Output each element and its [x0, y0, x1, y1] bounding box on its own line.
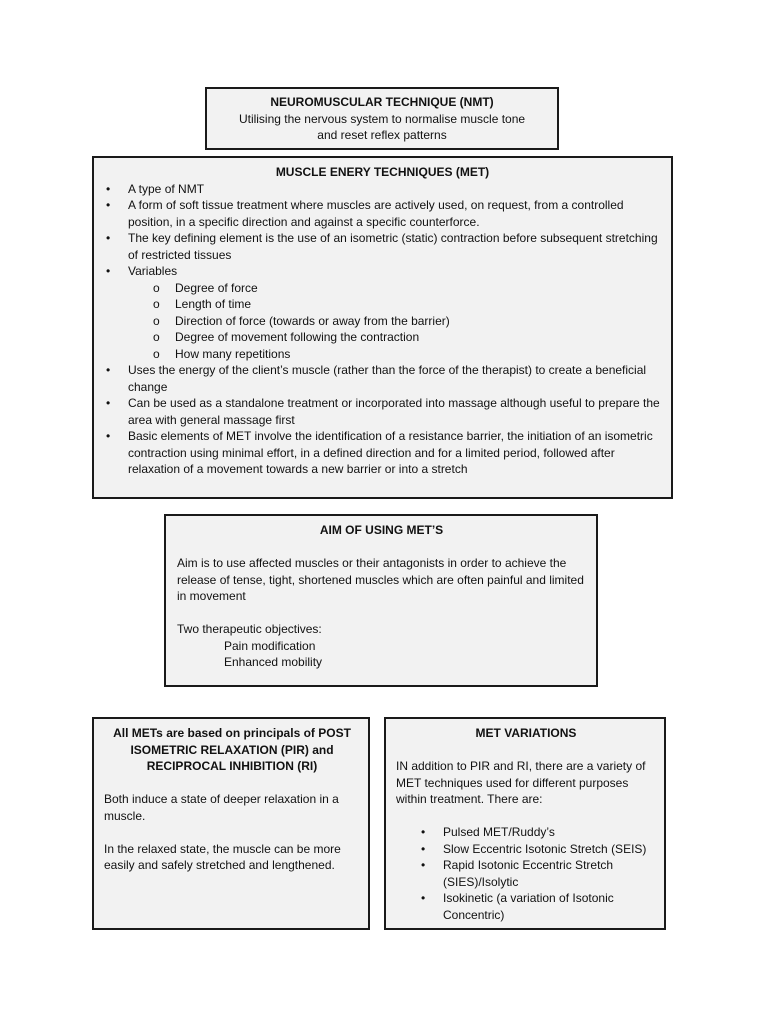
variable-item: o Length of time — [175, 296, 661, 313]
variation-item: • Slow Eccentric Isotonic Stretch (SEIS) — [443, 841, 656, 858]
variation-item: • Rapid Isotonic Eccentric Stretch (SIES)/Isolytic — [443, 857, 656, 890]
met-bullet-2: • A form of soft tissue treatment where muscles are actively used, on request, from a controlled position, in a specific direction and against a specific counterforce. — [128, 197, 661, 230]
met-box — [92, 156, 673, 499]
variation-item: • Pulsed MET/Ruddy’s — [443, 824, 656, 841]
met-bullet-3: • The key defining element is the use of an isometric (static) contraction before subsequent stretching of restricted tissues — [128, 230, 661, 263]
variable-item: o Degree of movement following the contraction — [175, 329, 661, 346]
aim-box — [164, 514, 598, 687]
variations-list — [443, 824, 656, 923]
nmt-line1: Utilising the nervous system to normalise muscle tone — [238, 111, 526, 126]
variations-title: MET VARIATIONS — [475, 726, 577, 740]
nmt-title: NEUROMUSCULAR TECHNIQUE (NMT) — [270, 95, 494, 109]
aim-title: AIM OF USING MET’S — [319, 523, 444, 537]
met-bullet-1: • A type of NMT — [128, 181, 661, 198]
nmt-box — [205, 87, 559, 150]
met-title: MUSCLE ENERY TECHNIQUES (MET) — [275, 165, 490, 179]
nmt-line2: and reset reflex patterns — [317, 128, 447, 142]
met-list — [128, 181, 661, 478]
variable-item: o Direction of force (towards or away from the barrier) — [175, 313, 661, 330]
variations-intro: IN addition to PIR and RI, there are a variety of MET techniques used for different purposes within treatment. There are: — [396, 759, 646, 806]
met-bullet-7: • Basic elements of MET involve the identification of a resistance barrier, the initiation of an isometric contraction using minimal effort, in a defined direction and for a limited period, followed after relaxation of a movement towards a new barrier or into a stretch — [128, 428, 661, 478]
aim-objectives-label: Two therapeutic objectives: — [177, 622, 322, 636]
aim-paragraph: Aim is to use affected muscles or their antagonists in order to achieve the release of tense, tight, shortened muscles which are often painful and limited in movement — [177, 556, 584, 603]
aim-objective-2: Enhanced mobility — [224, 655, 323, 669]
pir-paragraph-2: In the relaxed state, the muscle can be more easily and safely stretched and lengthened. — [104, 841, 341, 872]
met-bullet-6: • Can be used as a standalone treatment or incorporated into massage although useful to prepare the area with general massage first — [128, 395, 661, 428]
pir-title: All METs are based on principals of POST ISOMETRIC RELAXATION (PIR) and RECIPROCAL INHIBITION (RI) — [113, 726, 351, 773]
variable-item: o Degree of force — [175, 280, 661, 297]
variable-item: o How many repetitions — [175, 346, 661, 363]
met-variables-label: Variables — [128, 264, 178, 278]
met-bullet-4 — [128, 263, 661, 362]
aim-objective-1: Pain modification — [224, 638, 316, 653]
met-variables-list — [175, 280, 661, 363]
pir-paragraph-1: Both induce a state of deeper relaxation in a muscle. — [104, 792, 339, 823]
variation-item: • Isokinetic (a variation of Isotonic Concentric) — [443, 890, 656, 923]
variations-box — [384, 717, 666, 930]
pir-box — [92, 717, 370, 930]
met-bullet-5: • Uses the energy of the client’s muscle (rather than the force of the therapist) to create a beneficial change — [128, 362, 661, 395]
